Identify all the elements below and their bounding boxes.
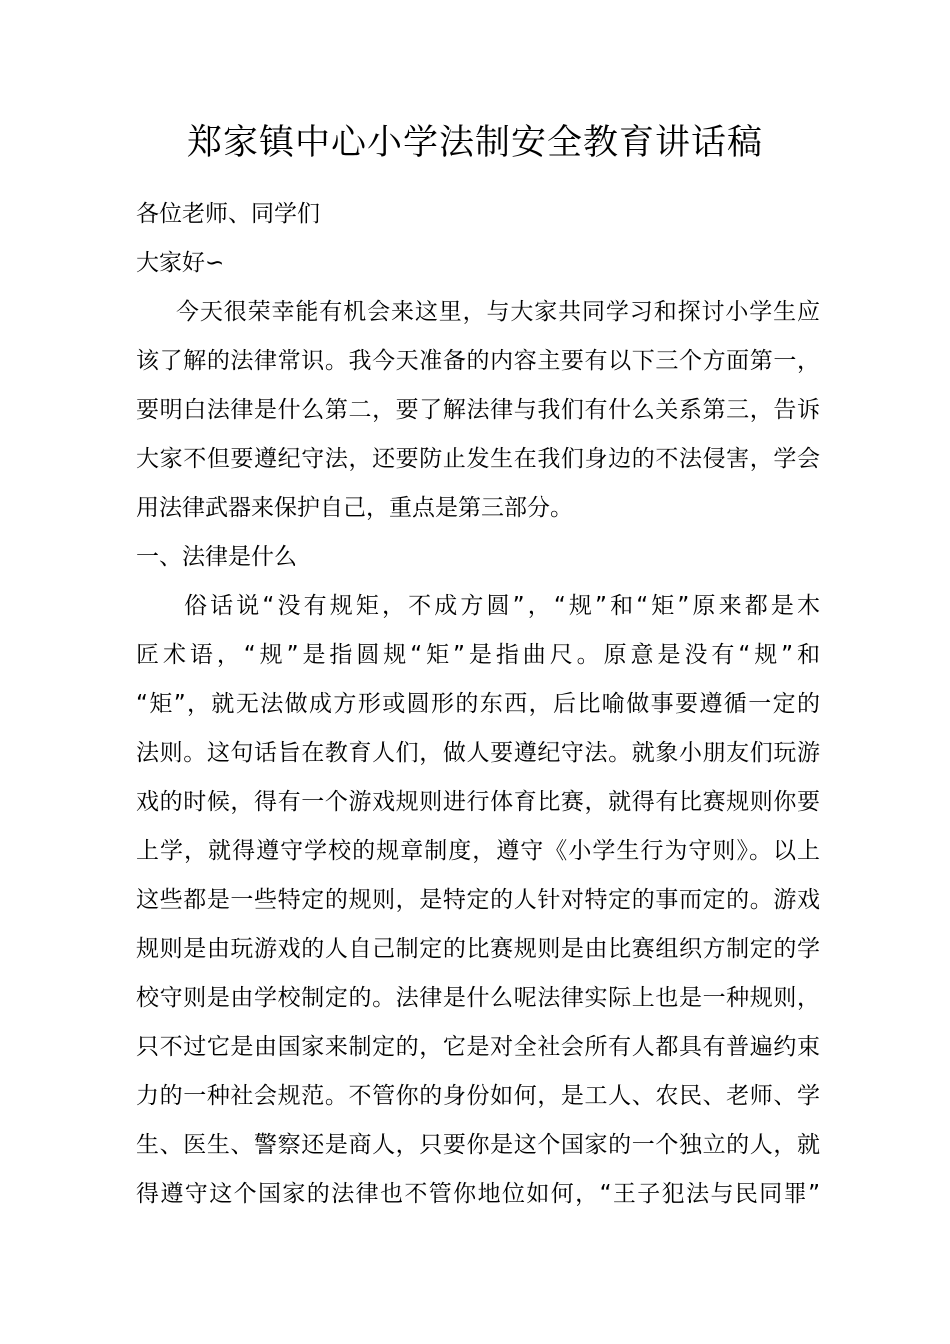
paragraph-line: 法则。这句话旨在教育人们，做人要遵纪守法。就象小朋友们玩游 xyxy=(136,740,820,766)
paragraph-line: 戏的时候，得有一个游戏规则进行体育比赛，就得有比赛规则你要 xyxy=(136,789,820,815)
paragraph-line: 校守则是由学校制定的。法律是什么呢法律实际上也是一种规则， xyxy=(136,985,820,1011)
paragraph-line: 得遵守这个国家的法律也不管你地位如何，“王子犯法与民同罪” xyxy=(136,1181,820,1207)
paragraph-line: 生、医生、警察还是商人，只要你是这个国家的一个独立的人，就 xyxy=(136,1132,820,1158)
salutation-line: 各位老师、同学们 xyxy=(136,201,320,227)
document-body xyxy=(136,190,820,1219)
paragraph-line: “矩”，就无法做成方形或圆形的东西，后比喻做事要遵循一定的 xyxy=(136,691,820,717)
paragraph-line: 上学，就得遵守学校的规章制度，遵守《小学生行为守则》。以上 xyxy=(136,838,820,864)
paragraph-line: 今天很荣幸能有机会来这里，与大家共同学习和探讨小学生应 xyxy=(176,299,820,325)
paragraph-line: 规则是由玩游戏的人自己制定的比赛规则是由比赛组织方制定的学 xyxy=(136,936,820,962)
paragraph-line: 力的一种社会规范。不管你的身份如何，是工人、农民、老师、学 xyxy=(136,1083,820,1109)
section-heading: 一、法律是什么 xyxy=(136,544,297,570)
document-title: 郑家镇中心小学法制安全教育讲话稿 xyxy=(186,123,763,163)
paragraph-line: 该了解的法律常识。我今天准备的内容主要有以下三个方面第一， xyxy=(136,348,820,374)
paragraph-line: 大家不但要遵纪守法，还要防止发生在我们身边的不法侵害，学会 xyxy=(136,446,820,472)
paragraph-line: 这些都是一些特定的规则，是特定的人针对特定的事而定的。游戏 xyxy=(136,887,820,913)
paragraph-line: 只不过它是由国家来制定的，它是对全社会所有人都具有普遍约束 xyxy=(136,1034,820,1060)
greeting-line: 大家好∽ xyxy=(136,250,225,276)
paragraph-line: 俗话说“没有规矩，不成方圆”，“规”和“矩”原来都是木 xyxy=(184,593,820,619)
paragraph-line: 要明白法律是什么第二，要了解法律与我们有什么关系第三，告诉 xyxy=(136,397,820,423)
paragraph-line: 匠术语，“规”是指圆规“矩”是指曲尺。原意是没有“规”和 xyxy=(136,642,820,668)
paragraph-line: 用法律武器来保护自己，重点是第三部分。 xyxy=(136,495,573,521)
